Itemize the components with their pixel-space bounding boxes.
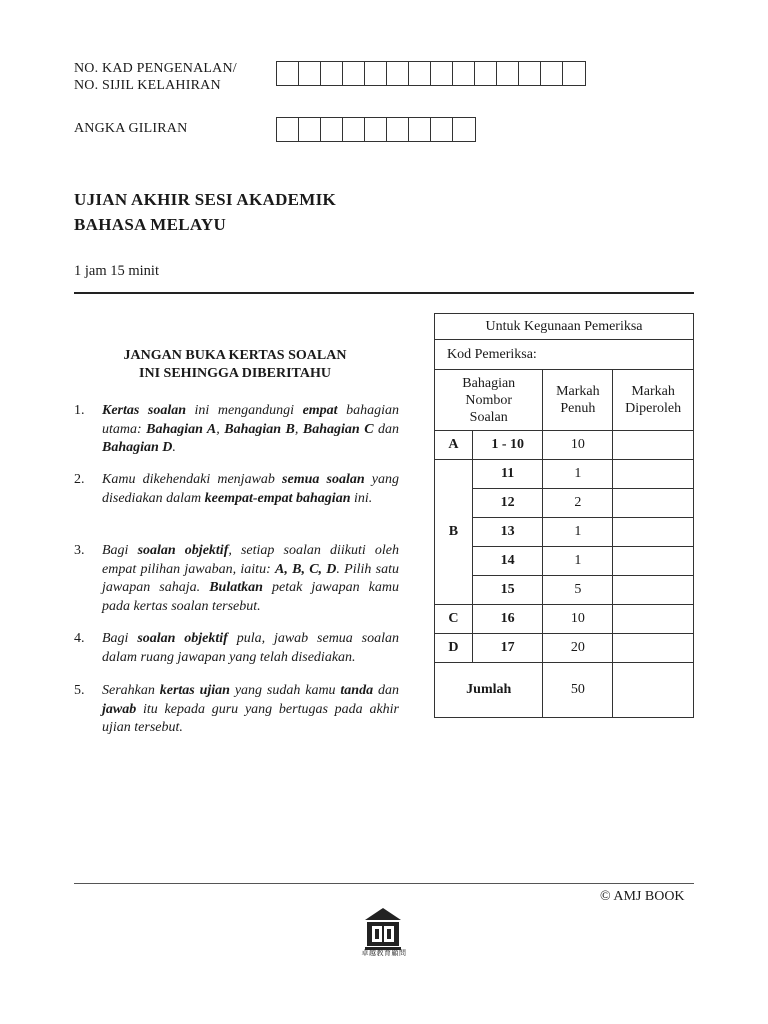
emphasis-text: jawab xyxy=(102,701,137,717)
emphasis-text: Kertas soalan xyxy=(102,403,186,418)
emphasis-text: empat xyxy=(302,403,338,418)
table-row xyxy=(435,605,694,634)
turn-number-label: ANGKA GILIRAN xyxy=(74,121,188,136)
instruction-fragment: Bagi xyxy=(102,631,138,646)
examiner-code-field[interactable]: Kod Pemeriksa: xyxy=(435,340,694,370)
instruction-item xyxy=(74,402,399,458)
emphasis-text: Bahagian A xyxy=(146,421,217,437)
character-box[interactable] xyxy=(541,62,563,85)
instruction-text xyxy=(102,542,399,616)
instruction-item xyxy=(74,682,399,738)
warning-notice xyxy=(100,347,370,383)
id-label-line2: NO. SIJIL KELAHIRAN xyxy=(74,78,221,93)
section-label: B xyxy=(435,460,473,605)
examiner-table-header: Untuk Kegunaan Pemeriksa xyxy=(435,314,694,340)
emphasis-text: tanda xyxy=(340,683,374,698)
character-box[interactable] xyxy=(431,118,453,141)
id-label-line1: NO. KAD PENGENALAN/ xyxy=(74,61,237,76)
table-row xyxy=(435,547,694,576)
instruction-text xyxy=(102,682,399,738)
character-box[interactable] xyxy=(409,118,431,141)
character-box[interactable] xyxy=(365,62,387,85)
character-box[interactable] xyxy=(277,118,299,141)
instruction-fragment: , xyxy=(294,421,303,437)
question-number: 12 xyxy=(472,489,543,518)
character-box[interactable] xyxy=(321,118,343,141)
character-box[interactable] xyxy=(453,62,475,85)
character-box[interactable] xyxy=(277,62,299,85)
obtained-marks-cell[interactable] xyxy=(613,489,694,518)
instruction-fragment: petak jawapan kamu pada kertas soalan tersebut. xyxy=(102,580,399,614)
subject-title: BAHASA MELAYU xyxy=(74,215,227,234)
header-divider xyxy=(74,292,694,294)
instruction-fragment: . xyxy=(172,440,176,455)
obtained-marks-cell[interactable] xyxy=(613,605,694,634)
emphasis-text: Bahagian B xyxy=(224,421,295,437)
table-row xyxy=(435,489,694,518)
section-label: C xyxy=(435,605,473,634)
instruction-number: 3. xyxy=(74,543,85,558)
full-marks: 10 xyxy=(543,431,613,460)
character-box[interactable] xyxy=(475,62,497,85)
table-row xyxy=(435,518,694,547)
table-row xyxy=(435,431,694,460)
instruction-number: 5. xyxy=(74,683,85,698)
full-marks: 5 xyxy=(543,576,613,605)
obtained-marks-cell[interactable] xyxy=(613,634,694,663)
warning-line2: INI SEHINGGA DIBERITAHU xyxy=(139,366,331,381)
character-box[interactable] xyxy=(343,62,365,85)
emphasis-text: A, B, C, D xyxy=(275,561,337,577)
instruction-fragment: itu kepada guru yang bertugas pada akhir ujian tersebut. xyxy=(102,701,399,735)
emphasis-text: Bulatkan xyxy=(209,580,263,595)
examiner-table xyxy=(434,313,694,718)
warning-line1: JANGAN BUKA KERTAS SOALAN xyxy=(123,348,347,363)
table-row xyxy=(435,576,694,605)
obtained-marks-cell[interactable] xyxy=(613,576,694,605)
question-number: 16 xyxy=(472,605,543,634)
instruction-number: 1. xyxy=(74,403,85,418)
emphasis-text: Bahagian C xyxy=(302,421,374,437)
character-box[interactable] xyxy=(453,118,475,141)
table-row xyxy=(435,460,694,489)
question-number: 14 xyxy=(472,547,543,576)
instruction-fragment: Serahkan xyxy=(102,683,160,698)
character-box[interactable] xyxy=(365,118,387,141)
instruction-fragment: , setiap soalan diikuti oleh empat pilihan jawaban, iaitu: xyxy=(102,543,399,577)
instruction-item xyxy=(74,630,399,667)
character-box[interactable] xyxy=(343,118,365,141)
instruction-fragment: dan xyxy=(373,421,400,437)
character-box[interactable] xyxy=(387,118,409,141)
instruction-fragment: pula, jawab semua soalan dalam ruang jawapan yang telah disediakan. xyxy=(102,631,399,665)
col-section-header: Bahagian Nombor Soalan xyxy=(435,370,543,431)
question-number: 11 xyxy=(472,460,543,489)
instruction-fragment: ini. xyxy=(350,490,373,506)
exam-title: UJIAN AKHIR SESI AKADEMIK xyxy=(74,190,337,209)
table-row xyxy=(435,634,694,663)
duration: 1 jam 15 minit xyxy=(74,263,159,279)
full-marks: 1 xyxy=(543,547,613,576)
total-full-marks: 50 xyxy=(543,663,613,718)
instruction-number: 4. xyxy=(74,631,85,646)
instruction-text xyxy=(102,630,399,667)
obtained-marks-cell[interactable] xyxy=(613,431,694,460)
obtained-marks-cell[interactable] xyxy=(613,460,694,489)
turn-number-boxes[interactable] xyxy=(276,117,476,142)
emphasis-text: keempat-empat bahagian xyxy=(204,490,351,506)
character-box[interactable] xyxy=(387,62,409,85)
publisher-logo-icon xyxy=(363,906,403,952)
question-number: 13 xyxy=(472,518,543,547)
emphasis-text: semua soalan xyxy=(282,472,365,487)
character-box[interactable] xyxy=(431,62,453,85)
question-number: 15 xyxy=(472,576,543,605)
character-box[interactable] xyxy=(409,62,431,85)
question-number: 17 xyxy=(472,634,543,663)
character-box[interactable] xyxy=(299,118,321,141)
emphasis-text: kertas ujian xyxy=(159,683,230,698)
instruction-fragment: , xyxy=(216,421,225,437)
footer-divider xyxy=(74,883,694,884)
character-box[interactable] xyxy=(563,62,585,85)
character-box[interactable] xyxy=(299,62,321,85)
full-marks: 1 xyxy=(543,460,613,489)
instruction-fragment: Bagi xyxy=(102,543,138,558)
character-box[interactable] xyxy=(519,62,541,85)
full-marks: 10 xyxy=(543,605,613,634)
emphasis-text: soalan objektif xyxy=(137,543,229,558)
character-box[interactable] xyxy=(321,62,343,85)
section-label: A xyxy=(435,431,473,460)
instruction-number: 2. xyxy=(74,472,85,487)
instruction-fragment: yang sudah kamu xyxy=(229,683,341,698)
instruction-fragment: dan xyxy=(373,683,399,698)
col-obtained-marks-header: Markah Diperoleh xyxy=(613,370,694,431)
total-obtained-cell[interactable] xyxy=(613,663,694,718)
col-full-marks-header: Markah Penuh xyxy=(543,370,613,431)
instruction-item xyxy=(74,542,399,616)
copyright: © AMJ BOOK xyxy=(600,889,685,904)
instruction-item xyxy=(74,471,399,508)
logo-text: 卓越教育顧問 xyxy=(361,949,407,957)
full-marks: 20 xyxy=(543,634,613,663)
instruction-fragment: Kamu dikehendaki menjawab xyxy=(102,472,283,487)
instruction-text xyxy=(102,402,399,458)
instruction-fragment: yang disediakan dalam xyxy=(102,472,400,506)
emphasis-text: soalan objektif xyxy=(137,631,228,646)
instruction-fragment: . Pilih satu jawapan sahaja. xyxy=(102,561,400,595)
total-row xyxy=(435,663,694,718)
section-label: D xyxy=(435,634,473,663)
obtained-marks-cell[interactable] xyxy=(613,547,694,576)
emphasis-text: Bahagian D xyxy=(102,440,173,455)
id-number-label xyxy=(74,60,237,94)
character-box[interactable] xyxy=(497,62,519,85)
full-marks: 2 xyxy=(543,489,613,518)
full-marks: 1 xyxy=(543,518,613,547)
instruction-text xyxy=(102,471,399,508)
obtained-marks-cell[interactable] xyxy=(613,518,694,547)
question-number: 1 - 10 xyxy=(472,431,543,460)
instruction-fragment: ini mengandungi xyxy=(186,403,303,418)
id-number-boxes[interactable] xyxy=(276,61,586,86)
instruction-fragment: bahagian utama: xyxy=(102,403,399,437)
total-label: Jumlah xyxy=(435,663,543,718)
